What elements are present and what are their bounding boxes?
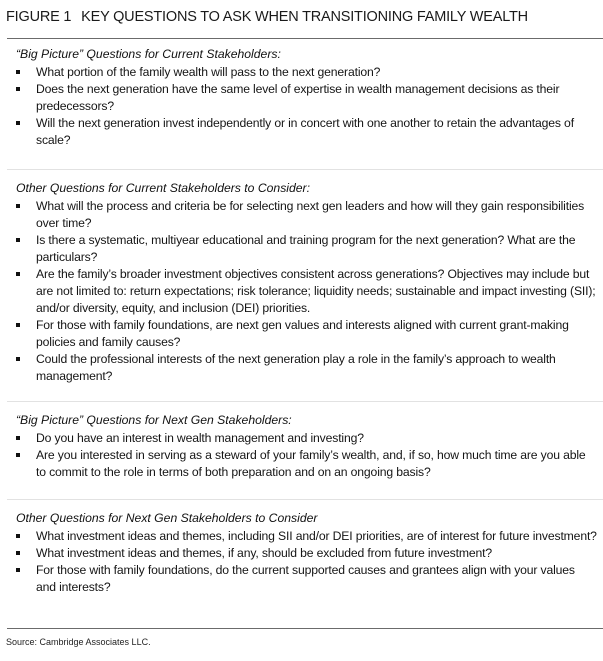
question-text: What investment ideas and themes, if any, should be excluded from future investment? xyxy=(36,546,492,560)
bullet-icon xyxy=(16,70,20,74)
bullet-icon xyxy=(16,238,20,242)
section-heading: “Big Picture” Questions for Current Stakeholders: xyxy=(16,47,281,61)
question-text: Is there a systematic, multiyear educational and training program for the next generation? What are the particulars? xyxy=(36,233,576,264)
bullet-icon xyxy=(16,568,20,572)
question-text: What portion of the family wealth will pass to the next generation? xyxy=(36,65,381,79)
list-item xyxy=(16,266,597,317)
list-item xyxy=(16,528,597,545)
bullet-icon xyxy=(16,204,20,208)
question-list xyxy=(16,198,597,385)
top-rule xyxy=(7,38,603,39)
section-divider xyxy=(7,401,603,402)
figure-heading: KEY QUESTIONS TO ASK WHEN TRANSITIONING FAMILY WEALTH xyxy=(81,9,528,25)
list-item xyxy=(16,562,597,596)
section-divider xyxy=(7,499,603,500)
question-text: For those with family foundations, do the current supported causes and grantees align with your values and interests? xyxy=(36,563,575,594)
list-item xyxy=(16,545,597,562)
list-item xyxy=(16,317,597,351)
question-list xyxy=(16,528,597,596)
section-divider xyxy=(7,169,603,170)
bullet-icon xyxy=(16,436,20,440)
list-item xyxy=(16,198,597,232)
list-item xyxy=(16,81,597,115)
bottom-rule xyxy=(7,628,603,629)
question-list xyxy=(16,64,597,149)
question-text: For those with family foundations, are next gen values and interests aligned with current grant-making policies and family causes? xyxy=(36,318,569,349)
bullet-icon xyxy=(16,534,20,538)
bullet-icon xyxy=(16,453,20,457)
bullet-icon xyxy=(16,87,20,91)
list-item xyxy=(16,64,597,81)
bullet-icon xyxy=(16,272,20,276)
list-item xyxy=(16,115,597,149)
section-other-current xyxy=(16,180,597,385)
section-big-picture-next-gen xyxy=(16,412,597,481)
question-text: Could the professional interests of the next generation play a role in the family’s approach to wealth management? xyxy=(36,352,556,383)
list-item xyxy=(16,447,597,481)
question-text: What investment ideas and themes, including SII and/or DEI priorities, are of interest for future investment? xyxy=(36,529,597,543)
bullet-icon xyxy=(16,357,20,361)
question-text: Are you interested in serving as a steward of your family’s wealth, and, if so, how much time are you able to commit to the role in terms of both preparation and on an ongoing basis? xyxy=(36,448,586,479)
list-item xyxy=(16,351,597,385)
figure-title xyxy=(6,9,528,25)
bullet-icon xyxy=(16,121,20,125)
section-heading: Other Questions for Current Stakeholders to Consider: xyxy=(16,181,310,195)
section-big-picture-current xyxy=(16,46,597,149)
source-note: Source: Cambridge Associates LLC. xyxy=(6,637,151,647)
question-list xyxy=(16,430,597,481)
list-item xyxy=(16,232,597,266)
bullet-icon xyxy=(16,323,20,327)
section-heading: “Big Picture” Questions for Next Gen Stakeholders: xyxy=(16,413,292,427)
section-heading: Other Questions for Next Gen Stakeholders to Consider xyxy=(16,511,318,525)
figure-number: FIGURE 1 xyxy=(6,9,72,25)
bullet-icon xyxy=(16,551,20,555)
section-other-next-gen xyxy=(16,510,597,596)
list-item xyxy=(16,430,597,447)
question-text: Do you have an interest in wealth management and investing? xyxy=(36,431,364,445)
question-text: Are the family’s broader investment objectives consistent across generations? Objectives may include but are not limited to: return expectations; risk tolerance; liquidity needs; sustainable and impact investing (SII); and/or diversity, equity, and inclusion (DEI) priorities. xyxy=(36,267,596,315)
question-text: Does the next generation have the same level of expertise in wealth management decisions as their predecessors? xyxy=(36,82,560,113)
question-text: Will the next generation invest independently or in concert with one another to retain the advantages of scale? xyxy=(36,116,574,147)
question-text: What will the process and criteria be for selecting next gen leaders and how will they gain responsibilities over time? xyxy=(36,199,585,230)
